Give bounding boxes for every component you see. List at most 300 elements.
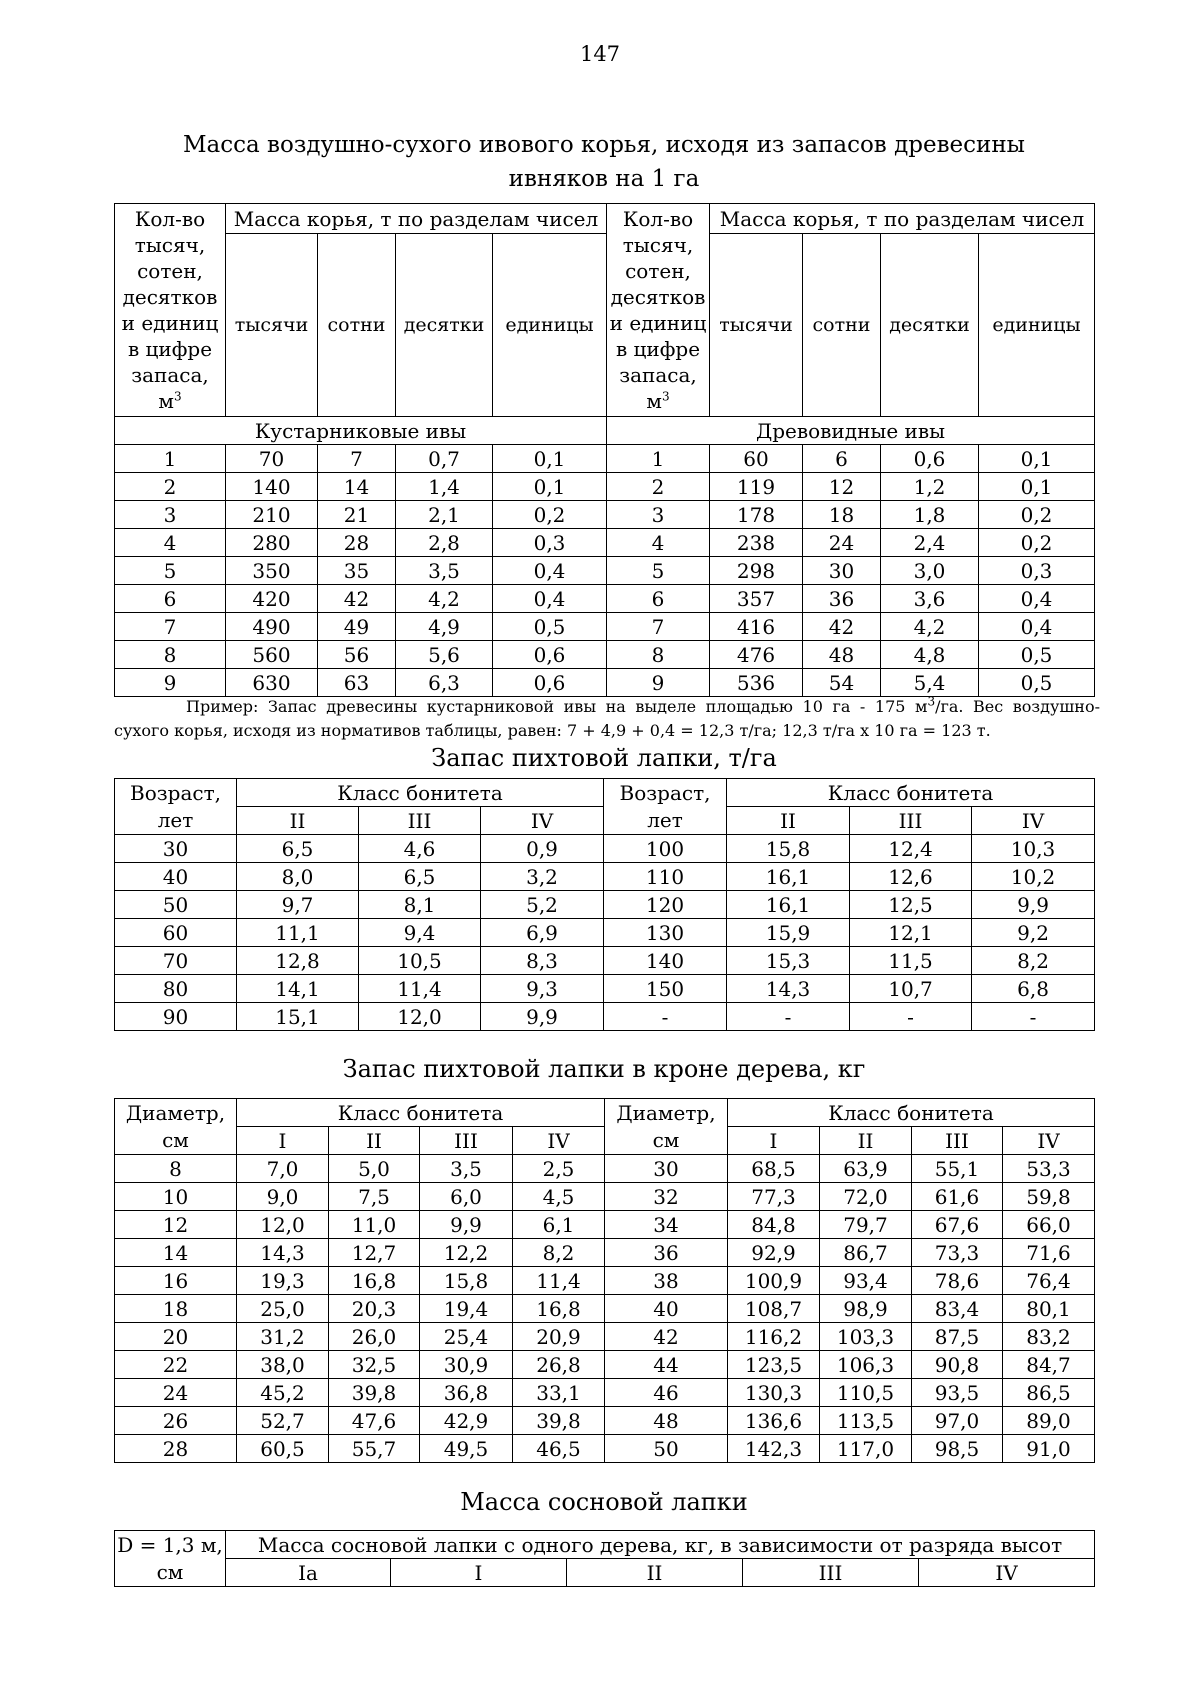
table-row xyxy=(115,835,1095,863)
table-cell: 116,2 xyxy=(728,1323,820,1351)
table-cell: 90,8 xyxy=(912,1351,1003,1379)
table-cell: 63,9 xyxy=(820,1155,912,1183)
table-cell: 4,6 xyxy=(359,835,481,863)
table-cell: 83,2 xyxy=(1003,1323,1095,1351)
table-cell: 97,0 xyxy=(912,1407,1003,1435)
table-cell: - xyxy=(850,1003,972,1031)
subheader-tens: десятки xyxy=(396,234,493,417)
table-cell: 67,6 xyxy=(912,1211,1003,1239)
subheader-thousands: тысячи xyxy=(226,234,318,417)
table-row xyxy=(115,529,1095,557)
class-i: I xyxy=(728,1127,820,1155)
table-cell: 16 xyxy=(115,1267,237,1295)
table-cell: 15,3 xyxy=(727,947,850,975)
d-unit: см xyxy=(115,1559,226,1587)
table-cell: 8,1 xyxy=(359,891,481,919)
table-row xyxy=(115,1295,1095,1323)
table-cell: 9 xyxy=(607,669,710,697)
table-cell: 476 xyxy=(710,641,803,669)
subheader-hundreds: сотни xyxy=(803,234,881,417)
table-cell: 86,7 xyxy=(820,1239,912,1267)
table-cell: 42 xyxy=(318,585,396,613)
table-row xyxy=(115,641,1095,669)
table-cell: 20 xyxy=(115,1323,237,1351)
page-number: 147 xyxy=(579,42,621,66)
table-cell: 72,0 xyxy=(820,1183,912,1211)
table-cell: 120 xyxy=(604,891,727,919)
table-cell: 0,3 xyxy=(979,557,1095,585)
table-cell: 0,1 xyxy=(979,445,1095,473)
table-header-row xyxy=(115,779,1095,807)
table-cell: 416 xyxy=(710,613,803,641)
table-cell: 19,4 xyxy=(420,1295,513,1323)
height-class-i: I xyxy=(391,1559,567,1587)
diameter-unit: см xyxy=(115,1127,237,1155)
class-iii: III xyxy=(420,1127,513,1155)
table-row xyxy=(115,501,1095,529)
pine-branches-table xyxy=(114,1530,1095,1587)
table-cell: 42 xyxy=(803,613,881,641)
age-unit: лет xyxy=(604,807,727,835)
table-cell: 103,3 xyxy=(820,1323,912,1351)
table-cell: 93,4 xyxy=(820,1267,912,1295)
table-cell: 28 xyxy=(318,529,396,557)
table-cell: 26,8 xyxy=(513,1351,605,1379)
table-cell: 630 xyxy=(226,669,318,697)
table-cell: 63 xyxy=(318,669,396,697)
class-header: Класс бонитета xyxy=(237,1099,605,1127)
table-cell: 36 xyxy=(605,1239,728,1267)
table-cell: 39,8 xyxy=(513,1407,605,1435)
table-cell: 7,0 xyxy=(237,1155,329,1183)
table-cell: 70 xyxy=(226,445,318,473)
table-cell: 12,6 xyxy=(850,863,972,891)
table-cell: 1 xyxy=(607,445,710,473)
table-cell: 66,0 xyxy=(1003,1211,1095,1239)
table-cell: 5,0 xyxy=(329,1155,420,1183)
table-row xyxy=(115,1267,1095,1295)
table-cell: 26 xyxy=(115,1407,237,1435)
class-iv: IV xyxy=(513,1127,605,1155)
table-cell: 2,1 xyxy=(396,501,493,529)
table-cell: 52,7 xyxy=(237,1407,329,1435)
table-cell: 0,6 xyxy=(881,445,979,473)
table-cell: 0,4 xyxy=(979,585,1095,613)
table-cell: 12,0 xyxy=(237,1211,329,1239)
table-cell: 140 xyxy=(604,947,727,975)
table-cell: 0,5 xyxy=(493,613,607,641)
table-cell: 150 xyxy=(604,975,727,1003)
table-row xyxy=(115,947,1095,975)
table-cell: 78,6 xyxy=(912,1267,1003,1295)
table-cell: 11,1 xyxy=(237,919,359,947)
table-header-row xyxy=(115,204,1095,234)
table-cell: 12,4 xyxy=(850,835,972,863)
table-cell: 2,8 xyxy=(396,529,493,557)
table-cell: 298 xyxy=(710,557,803,585)
table-cell: 9,9 xyxy=(972,891,1095,919)
table-cell: 10,3 xyxy=(972,835,1095,863)
table-cell: 11,5 xyxy=(850,947,972,975)
section-tree-willows: Древовидные ивы xyxy=(607,417,1095,445)
count-column-header: Кол-во тысяч, сотен, десятков и единиц в цифре запаса, $м^3$ xyxy=(115,204,226,417)
table-row xyxy=(115,891,1095,919)
table-cell: 73,3 xyxy=(912,1239,1003,1267)
table-cell: 350 xyxy=(226,557,318,585)
table-cell: 8 xyxy=(115,641,226,669)
subheader-units: единицы xyxy=(493,234,607,417)
table-cell: 4,2 xyxy=(396,585,493,613)
table-cell: 210 xyxy=(226,501,318,529)
table-cell: 9,3 xyxy=(481,975,604,1003)
title-line-1: Масса воздушно-сухого ивового корья, исходя из запасов древесины xyxy=(183,132,1025,158)
table-cell: 9,4 xyxy=(359,919,481,947)
table-cell: 12,5 xyxy=(850,891,972,919)
table-cell: 5,2 xyxy=(481,891,604,919)
table-cell: 80 xyxy=(115,975,237,1003)
table-cell: 33,1 xyxy=(513,1379,605,1407)
table-cell: 136,6 xyxy=(728,1407,820,1435)
table-cell: 15,1 xyxy=(237,1003,359,1031)
table-cell: 10 xyxy=(115,1183,237,1211)
table-cell: 80,1 xyxy=(1003,1295,1095,1323)
table-cell: 2 xyxy=(115,473,226,501)
table-cell: 47,6 xyxy=(329,1407,420,1435)
class-ii: II xyxy=(820,1127,912,1155)
table-row xyxy=(115,557,1095,585)
table-row xyxy=(115,1211,1095,1239)
diameter-header: Диаметр, xyxy=(115,1099,237,1127)
fir-branches-table xyxy=(114,778,1095,1031)
age-header: Возраст, xyxy=(604,779,727,807)
table-row xyxy=(115,975,1095,1003)
class-header: Класс бонитета xyxy=(728,1099,1095,1127)
table-cell: 14,1 xyxy=(237,975,359,1003)
table-cell: 0,4 xyxy=(493,557,607,585)
table-cell: 0,2 xyxy=(493,501,607,529)
table-cell: 2,4 xyxy=(881,529,979,557)
table-cell: 38 xyxy=(605,1267,728,1295)
count-column-header: Кол-во тысяч, сотен, десятков и единиц в цифре запаса, $м^3$ xyxy=(607,204,710,417)
table-cell: 108,7 xyxy=(728,1295,820,1323)
table-cell: 35 xyxy=(318,557,396,585)
table-cell: 8,0 xyxy=(237,863,359,891)
table-cell: 4,5 xyxy=(513,1183,605,1211)
table-row xyxy=(115,863,1095,891)
table-cell: 9,0 xyxy=(237,1183,329,1211)
table-cell: 560 xyxy=(226,641,318,669)
table-cell: 84,8 xyxy=(728,1211,820,1239)
table-cell: 6,5 xyxy=(359,863,481,891)
table-cell: 45,2 xyxy=(237,1379,329,1407)
table-cell: 1 xyxy=(115,445,226,473)
table-cell: - xyxy=(972,1003,1095,1031)
table-row xyxy=(115,669,1095,697)
class-ii: II xyxy=(727,807,850,835)
table-cell: 9,9 xyxy=(420,1211,513,1239)
table-cell: 16,8 xyxy=(329,1267,420,1295)
table-cell: 142,3 xyxy=(728,1435,820,1463)
table-cell: 46 xyxy=(605,1379,728,1407)
table-cell: 280 xyxy=(226,529,318,557)
table-cell: 6,9 xyxy=(481,919,604,947)
table-cell: 40 xyxy=(115,863,237,891)
table-cell: 2,5 xyxy=(513,1155,605,1183)
table-cell: 6,1 xyxy=(513,1211,605,1239)
table-cell: 1,2 xyxy=(881,473,979,501)
table-cell: 9,9 xyxy=(481,1003,604,1031)
table-cell: 12,1 xyxy=(850,919,972,947)
table-cell: 9 xyxy=(115,669,226,697)
table-cell: 7,5 xyxy=(329,1183,420,1211)
table-cell: 0,1 xyxy=(493,445,607,473)
table-cell: 14 xyxy=(115,1239,237,1267)
table-cell: 0,5 xyxy=(979,669,1095,697)
table-cell: 77,3 xyxy=(728,1183,820,1211)
table-cell: 18 xyxy=(803,501,881,529)
table-cell: 60 xyxy=(710,445,803,473)
table-cell: 11,4 xyxy=(513,1267,605,1295)
table-cell: 10,5 xyxy=(359,947,481,975)
table-cell: 0,5 xyxy=(979,641,1095,669)
mass-header: Масса сосновой лапки с одного дерева, кг, в зависимости от разряда высот xyxy=(226,1531,1095,1559)
table-row xyxy=(115,1183,1095,1211)
table-row xyxy=(115,445,1095,473)
table-cell: 30 xyxy=(803,557,881,585)
table-header-row xyxy=(115,1099,1095,1127)
table-cell: 117,0 xyxy=(820,1435,912,1463)
table-cell: 5,6 xyxy=(396,641,493,669)
table-cell: 55,7 xyxy=(329,1435,420,1463)
class-iv: IV xyxy=(972,807,1095,835)
fir-crown-table-title: Запас пихтовой лапки в кроне дерева, кг xyxy=(342,1055,866,1083)
title-line-2: ивняков на 1 га xyxy=(508,166,700,192)
table-row xyxy=(115,1323,1095,1351)
class-iii: III xyxy=(850,807,972,835)
table-cell: 1,4 xyxy=(396,473,493,501)
table-cell: 3,5 xyxy=(420,1155,513,1183)
diameter-header: Диаметр, xyxy=(605,1099,728,1127)
table-cell: 0,6 xyxy=(493,669,607,697)
table-row xyxy=(115,1435,1095,1463)
table-cell: - xyxy=(727,1003,850,1031)
table-cell: 6,3 xyxy=(396,669,493,697)
table-cell: 7 xyxy=(607,613,710,641)
table-cell: 14,3 xyxy=(237,1239,329,1267)
age-unit: лет xyxy=(115,807,237,835)
table-cell: 26,0 xyxy=(329,1323,420,1351)
class-ii: II xyxy=(329,1127,420,1155)
table-cell: 106,3 xyxy=(820,1351,912,1379)
table-cell: 130 xyxy=(604,919,727,947)
table-cell: 9,7 xyxy=(237,891,359,919)
table-cell: 76,4 xyxy=(1003,1267,1095,1295)
table-cell: 7 xyxy=(115,613,226,641)
table-cell: - xyxy=(604,1003,727,1031)
table-cell: 6,0 xyxy=(420,1183,513,1211)
table-cell: 32,5 xyxy=(329,1351,420,1379)
table-cell: 0,2 xyxy=(979,501,1095,529)
table-cell: 100,9 xyxy=(728,1267,820,1295)
table-cell: 3,5 xyxy=(396,557,493,585)
table-row xyxy=(115,1351,1095,1379)
table-cell: 140 xyxy=(226,473,318,501)
table-cell: 6 xyxy=(115,585,226,613)
class-ii: II xyxy=(237,807,359,835)
table-cell: 12,7 xyxy=(329,1239,420,1267)
table-cell: 31,2 xyxy=(237,1323,329,1351)
table-cell: 53,3 xyxy=(1003,1155,1095,1183)
table-cell: 0,1 xyxy=(979,473,1095,501)
table-cell: 36,8 xyxy=(420,1379,513,1407)
table-cell: 50 xyxy=(605,1435,728,1463)
height-class-ia: Iа xyxy=(226,1559,391,1587)
class-iii: III xyxy=(912,1127,1003,1155)
mass-header: Масса корья, т по разделам чисел xyxy=(226,204,607,234)
table-cell: 14,3 xyxy=(727,975,850,1003)
table-cell: 44 xyxy=(605,1351,728,1379)
table-cell: 5 xyxy=(115,557,226,585)
table-cell: 3,2 xyxy=(481,863,604,891)
table-cell: 8 xyxy=(115,1155,237,1183)
table-cell: 32 xyxy=(605,1183,728,1211)
table-cell: 490 xyxy=(226,613,318,641)
table-cell: 79,7 xyxy=(820,1211,912,1239)
table-cell: 10,7 xyxy=(850,975,972,1003)
table-cell: 87,5 xyxy=(912,1323,1003,1351)
table-cell: 0,7 xyxy=(396,445,493,473)
table-cell: 86,5 xyxy=(1003,1379,1095,1407)
table-cell: 49,5 xyxy=(420,1435,513,1463)
table-cell: 70 xyxy=(115,947,237,975)
table-cell: 83,4 xyxy=(912,1295,1003,1323)
height-class-ii: II xyxy=(567,1559,743,1587)
table-cell: 0,2 xyxy=(979,529,1095,557)
table-cell: 6,5 xyxy=(237,835,359,863)
table-cell: 48 xyxy=(803,641,881,669)
table-header-row xyxy=(115,1531,1095,1559)
table-cell: 30,9 xyxy=(420,1351,513,1379)
table-cell: 5 xyxy=(607,557,710,585)
table-cell: 3,0 xyxy=(881,557,979,585)
table-cell: 110 xyxy=(604,863,727,891)
example-note xyxy=(114,695,1100,743)
table-cell: 113,5 xyxy=(820,1407,912,1435)
table-cell: 22 xyxy=(115,1351,237,1379)
table-cell: 15,9 xyxy=(727,919,850,947)
table-subheader-row xyxy=(115,234,1095,417)
table-cell: 0,4 xyxy=(979,613,1095,641)
class-iv: IV xyxy=(1003,1127,1095,1155)
table-cell: 20,9 xyxy=(513,1323,605,1351)
table-cell: 30 xyxy=(115,835,237,863)
table-cell: 178 xyxy=(710,501,803,529)
table-cell: 1,8 xyxy=(881,501,979,529)
class-i: I xyxy=(237,1127,329,1155)
table-cell: 0,6 xyxy=(493,641,607,669)
table-cell: 24 xyxy=(803,529,881,557)
height-class-iii: III xyxy=(743,1559,919,1587)
table-cell: 92,9 xyxy=(728,1239,820,1267)
table-cell: 36 xyxy=(803,585,881,613)
subheader-thousands: тысячи xyxy=(710,234,803,417)
table-row xyxy=(115,919,1095,947)
table-row xyxy=(115,1379,1095,1407)
table-cell: 42,9 xyxy=(420,1407,513,1435)
table-cell: 30 xyxy=(605,1155,728,1183)
height-class-iv: IV xyxy=(919,1559,1095,1587)
table-cell: 25,4 xyxy=(420,1323,513,1351)
table-subheader-row xyxy=(115,1559,1095,1587)
table-cell: 20,3 xyxy=(329,1295,420,1323)
note-line-2: сухого корья, исходя из нормативов таблицы, равен: 7 + 4,9 + 0,4 = 12,3 т/га; 12,3 т/га х 10 га = 123 т. xyxy=(114,721,991,740)
table-cell: 6,8 xyxy=(972,975,1095,1003)
subheader-units: единицы xyxy=(979,234,1095,417)
table-cell: 100 xyxy=(604,835,727,863)
table-cell: 93,5 xyxy=(912,1379,1003,1407)
subheader-tens: десятки xyxy=(881,234,979,417)
table-cell: 46,5 xyxy=(513,1435,605,1463)
table-cell: 357 xyxy=(710,585,803,613)
section-row xyxy=(115,417,1095,445)
class-header: Класс бонитета xyxy=(237,779,604,807)
table-cell: 59,8 xyxy=(1003,1183,1095,1211)
table-cell: 38,0 xyxy=(237,1351,329,1379)
fir-crown-table xyxy=(114,1098,1095,1463)
table-cell: 4 xyxy=(607,529,710,557)
table-cell: 60,5 xyxy=(237,1435,329,1463)
table-cell: 8,2 xyxy=(972,947,1095,975)
note-line-1: Пример: Запас древесины кустарниковой ивы на выделе площадью 10 га - 175 $м^3/га$. Вес воздушно- xyxy=(186,694,1101,716)
table-cell: 34 xyxy=(605,1211,728,1239)
table-cell: 3 xyxy=(115,501,226,529)
table-cell: 119 xyxy=(710,473,803,501)
table-cell: 11,0 xyxy=(329,1211,420,1239)
table-cell: 24 xyxy=(115,1379,237,1407)
diameter-unit: см xyxy=(605,1127,728,1155)
table-cell: 14 xyxy=(318,473,396,501)
table-cell: 40 xyxy=(605,1295,728,1323)
table-cell: 0,3 xyxy=(493,529,607,557)
table-cell: 21 xyxy=(318,501,396,529)
willow-bark-table xyxy=(114,203,1095,697)
table-cell: 19,3 xyxy=(237,1267,329,1295)
table-cell: 4,2 xyxy=(881,613,979,641)
table-cell: 420 xyxy=(226,585,318,613)
table-cell: 4,9 xyxy=(396,613,493,641)
table-row xyxy=(115,473,1095,501)
table-cell: 12,0 xyxy=(359,1003,481,1031)
table-cell: 8,2 xyxy=(513,1239,605,1267)
pine-branches-title: Масса сосновой лапки xyxy=(460,1488,748,1516)
table-cell: 6 xyxy=(803,445,881,473)
fir-branches-table-title: Запас пихтовой лапки, т/га xyxy=(431,744,777,772)
table-cell: 39,8 xyxy=(329,1379,420,1407)
table-cell: 68,5 xyxy=(728,1155,820,1183)
table-cell: 0,4 xyxy=(493,585,607,613)
table-cell: 16,8 xyxy=(513,1295,605,1323)
table-cell: 9,2 xyxy=(972,919,1095,947)
section-shrub-willows: Кустарниковые ивы xyxy=(115,417,607,445)
table-cell: 123,5 xyxy=(728,1351,820,1379)
table-row xyxy=(115,613,1095,641)
table-subheader-row xyxy=(115,807,1095,835)
table-cell: 5,4 xyxy=(881,669,979,697)
table-cell: 12,8 xyxy=(237,947,359,975)
table-cell: 0,9 xyxy=(481,835,604,863)
table-cell: 16,1 xyxy=(727,891,850,919)
table-cell: 16,1 xyxy=(727,863,850,891)
